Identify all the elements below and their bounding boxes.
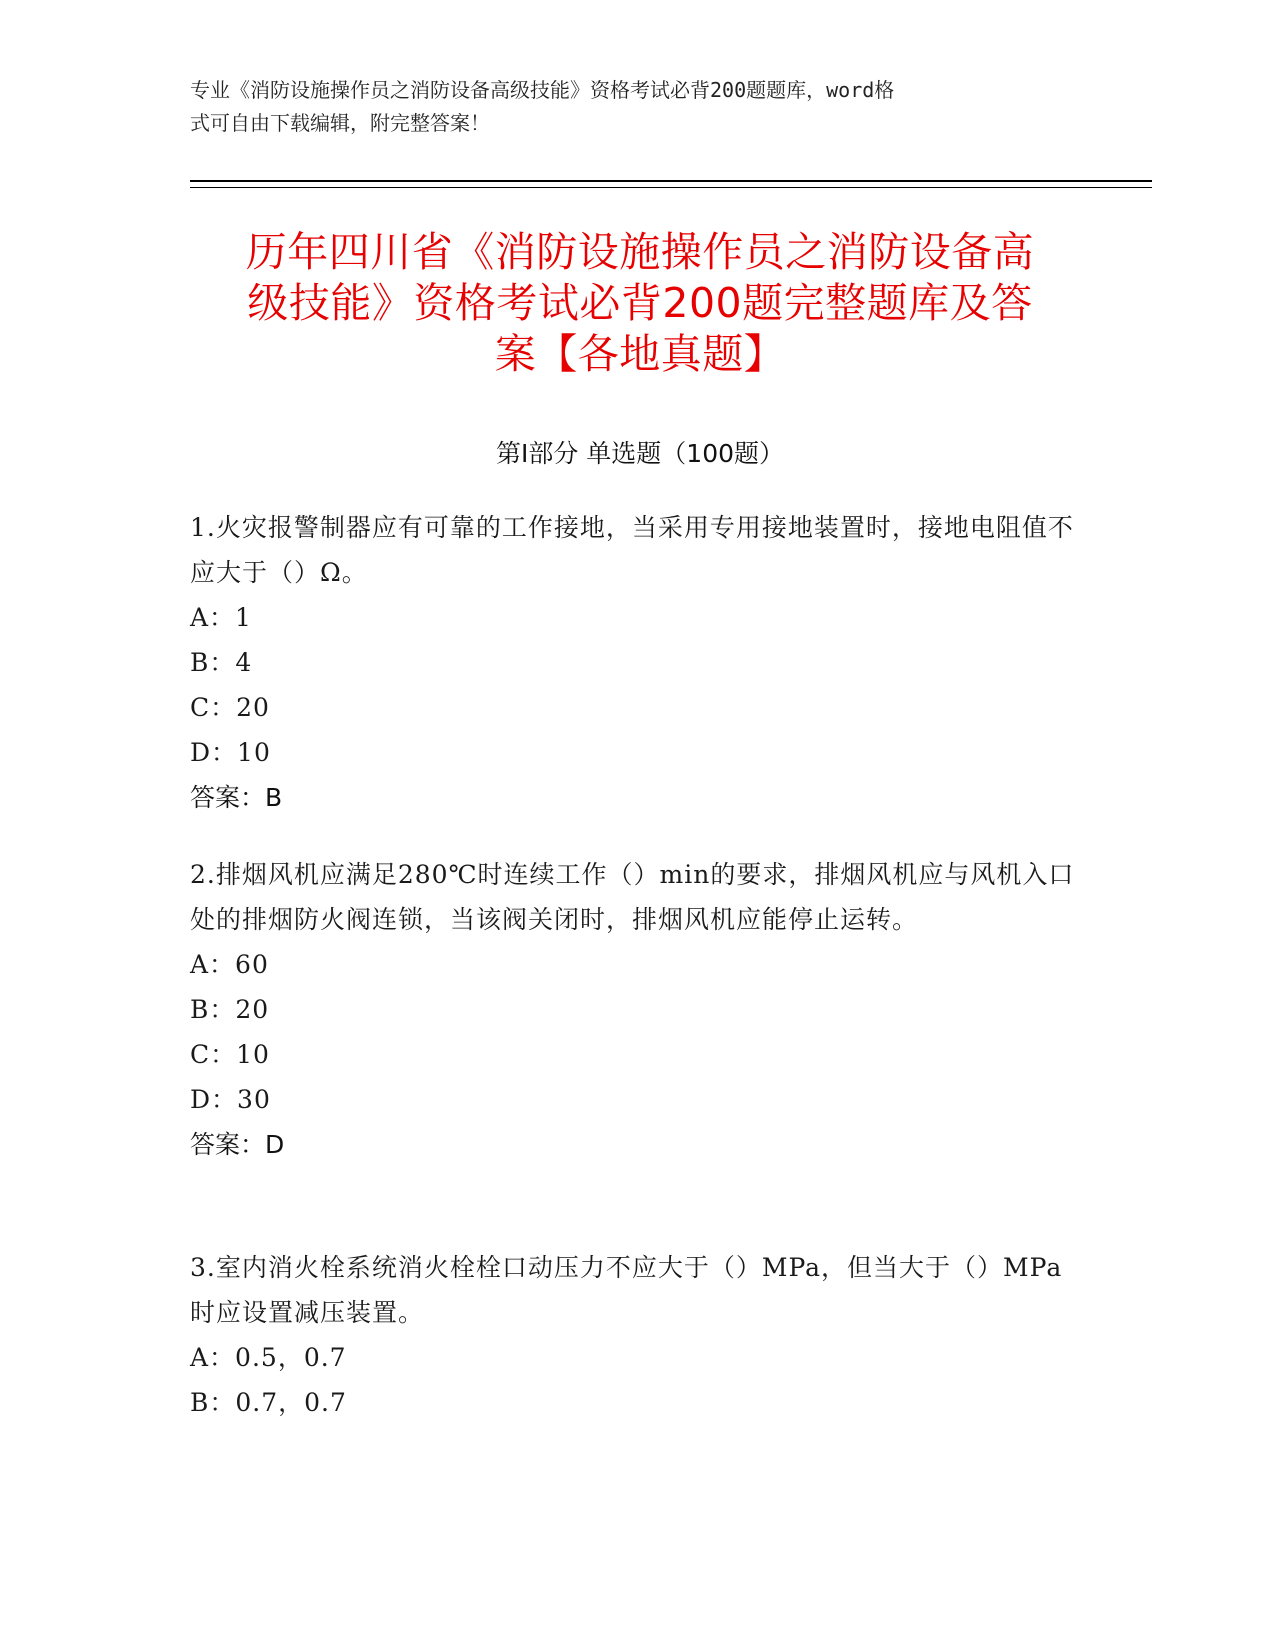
question-2-text: 2.排烟风机应满足280℃时连续工作（）min的要求，排烟风机应与风机入口处的排烟防火阀连锁，当该阀关闭时，排烟风机应能停止运转。 [190,860,1075,934]
section-heading: 第Ⅰ部分 单选题（100题） [495,439,785,468]
question-1-option-a: A：1 [190,603,252,632]
header-note [190,74,1070,140]
header-divider-thin [190,187,1152,188]
question-3 [190,1245,1080,1425]
question-2-option-c: C：10 [190,1040,270,1069]
question-1-answer [190,775,1080,820]
answer-label: 答案： [190,783,266,812]
document-title-line-1: 历年四川省《消防设施操作员之消防设备高 [245,228,1035,276]
question-3-option-a: A：0.5，0.7 [190,1343,347,1372]
question-2-option-d: D：30 [190,1085,271,1114]
question-1-option-c: C：20 [190,693,270,722]
header-note-line-2: 式可自由下载编辑，附完整答案！ [190,111,490,135]
document-title-line-2: 级技能》资格考试必背200题完整题库及答 [247,279,1033,327]
question-3-option-b: B：0.7，0.7 [190,1388,347,1417]
question-3-text: 3.室内消火栓系统消火栓栓口动压力不应大于（）MPa，但当大于（）MPa时应设置减压装置。 [190,1253,1063,1327]
header-note-line-1: 专业《消防设施操作员之消防设备高级技能》资格考试必背200题题库，word格 [190,78,895,102]
document-title [190,227,1090,380]
question-2 [190,852,1080,1167]
question-1 [190,505,1080,820]
question-1-option-b: B：4 [190,648,253,677]
question-2-answer-value: D [265,1130,285,1159]
question-2-option-a: A：60 [190,950,269,979]
question-2-option-b: B：20 [190,995,270,1024]
answer-label: 答案： [190,1130,266,1159]
document-title-line-3: 案【各地真题】 [494,330,786,378]
question-1-text: 1.火灾报警制器应有可靠的工作接地，当采用专用接地装置时，接地电阻值不应大于（）Ω。 [190,513,1074,587]
question-2-answer [190,1122,1080,1167]
question-1-option-d: D：10 [190,738,271,767]
header-divider-thick [190,180,1152,182]
question-1-answer-value: B [265,783,283,812]
